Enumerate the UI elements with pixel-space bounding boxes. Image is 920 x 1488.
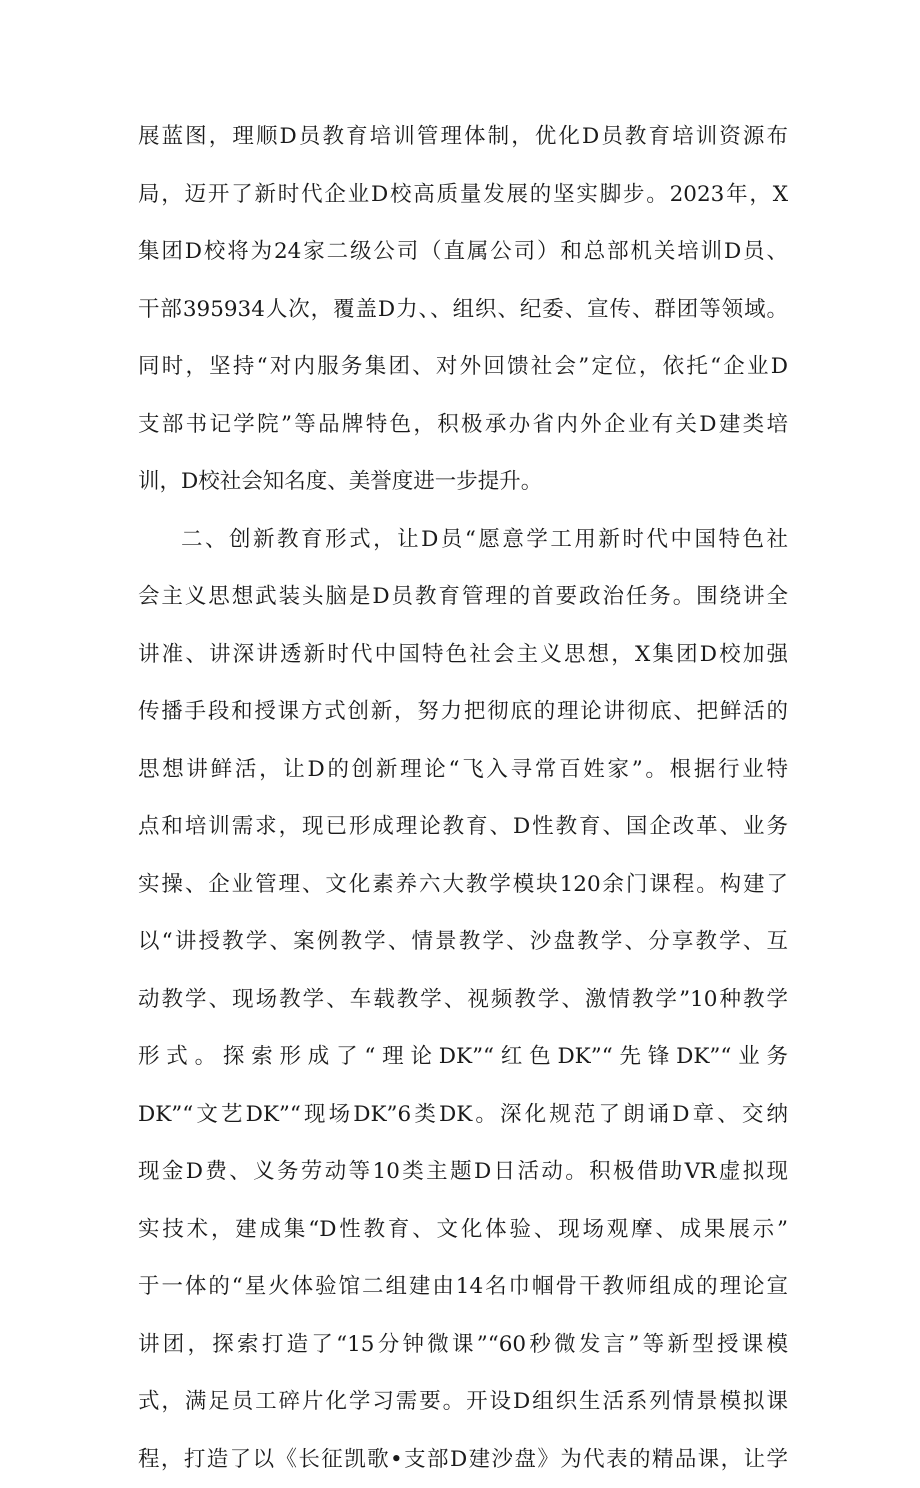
text-line: 式，满足员工碎片化学习需要。开设D组织生活系列情景模拟课 [138,1373,788,1431]
text-line: 实技术，建成集“D性教育、文化体验、现场观摩、成果展示” [138,1201,788,1259]
text-line: 局，迈开了新时代企业D校高质量发展的坚实脚步。2023年，X [138,166,788,224]
text-line: 讲准、讲深讲透新时代中国特色社会主义思想，X集团D校加强 [138,626,788,684]
text-line: 形式。探索形成了“理论DK”“红色DK”“先锋DK”“业务 [138,1028,788,1086]
text-line: 以“讲授教学、案例教学、情景教学、沙盘教学、分享教学、互 [138,913,788,971]
text-line: 传播手段和授课方式创新，努力把彻底的理论讲彻底、把鲜活的 [138,683,788,741]
text-line: 程，打造了以《长征凯歌•支部D建沙盘》为代表的精品课，让学 [138,1431,788,1488]
text-line: 展蓝图，理顺D员教育培训管理体制，优化D员教育培训资源布 [138,108,788,166]
text-line: 动教学、现场教学、车载教学、视频教学、激情教学”10种教学 [138,971,788,1029]
text-line: 会主义思想武装头脑是D员教育管理的首要政治任务。围绕讲全 [138,568,788,626]
text-line: 思想讲鲜活，让D的创新理论“飞入寻常百姓家”。根据行业特 [138,741,788,799]
section-heading-line: 二、创新教育形式，让D员“愿意学工用新时代中国特色社 [138,511,788,569]
text-line: 集团D校将为24家二级公司（直属公司）和总部机关培训D员、 [138,223,788,281]
text-line: 现金D费、义务劳动等10类主题D日活动。积极借助VR虚拟现 [138,1143,788,1201]
text-line: DK”“文艺DK”“现场DK”6类DK。深化规范了朗诵D章、交纳 [138,1086,788,1144]
text-line: 支部书记学院”等品牌特色，积极承办省内外企业有关D建类培 [138,396,788,454]
text-line: 于一体的“星火体验馆二组建由14名巾帼骨干教师组成的理论宣 [138,1258,788,1316]
text-line: 干部395934人次，覆盖D力、、组织、纪委、宣传、群团等领域。 [138,281,788,339]
paragraph-end-line: 训，D校社会知名度、美誉度进一步提升。 [138,453,788,511]
text-line: 点和培训需求，现已形成理论教育、D性教育、国企改革、业务 [138,798,788,856]
text-line: 同时，坚持“对内服务集团、对外回馈社会”定位，依托“企业D [138,338,788,396]
body-text [138,108,788,1488]
text-line: 实操、企业管理、文化素养六大教学模块120余门课程。构建了 [138,856,788,914]
text-line: 讲团，探索打造了“15分钟微课”“60秒微发言”等新型授课模 [138,1316,788,1374]
